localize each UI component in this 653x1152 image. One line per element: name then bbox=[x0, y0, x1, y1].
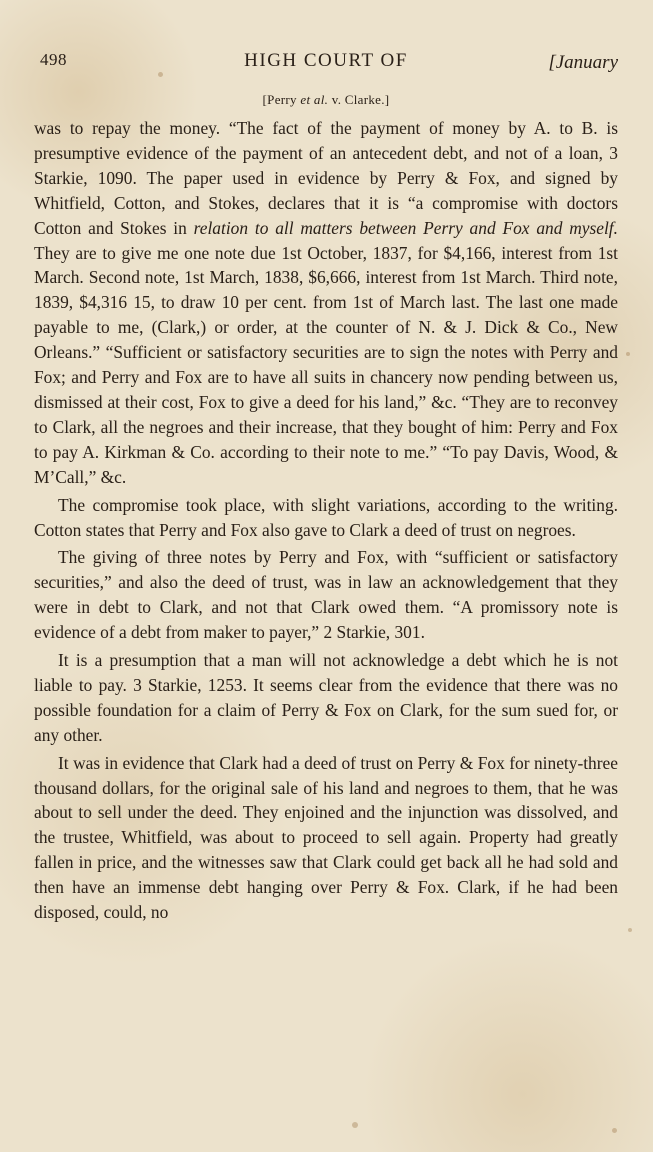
paragraph-1-part-a: was to repay the money. “The fact of the payment of money by A. to B. is presumptive evidence of the payment of an antecedent debt, and not of a loan, 3 Starkie, 1090. The paper used in evidence by Perry & Fox, and signed by Whitfield, Cotton, and Stokes, declares that it is “a compromise with doctors Cotton and Stokes in bbox=[34, 118, 618, 238]
paragraph-4: It is a presumption that a man will not acknowledge a debt which he is not liable to pay. 3 Starkie, 1253. It seems clear from the evidence that there was no possible foundation for a claim of Perry & Fox on Clark, for the sum sued for, or any other. bbox=[34, 650, 618, 745]
paragraph-1 bbox=[34, 116, 618, 490]
foxing-spot bbox=[352, 1122, 358, 1128]
paragraph-1-part-c: They are to give me one note due 1st October, 1837, for $4,166, interest from 1st March. Second note, 1st March, 1838, $6,666, interest from 1st March. Third note, 1839, $4,316 15, to draw 10 per cent. from 1st of March last. The last one made payable to me, (Clark,) or order, at the counter of N. & J. Dick & Co., New Orleans.” “Sufficient or satisfactory securities are to sign the notes with Perry and Fox; and Perry and Fox are to have all suits in chancery now pending between us, dismissed at their cost, Fox to give a deed for his land,” &c. “They are to reconvey to Clark, all the negroes and their increase, that they bought of him: Perry and Fox to pay A. Kirkman & Co. according to their note to me.” “To pay Davis, Wood, & M’Call,” &c. bbox=[34, 242, 618, 487]
foxing-spot bbox=[612, 1128, 617, 1133]
body-text bbox=[34, 116, 618, 925]
paragraph-3: The giving of three notes by Perry and Fox, with “sufficient or satisfactory securities,” and also the deed of trust, was in law an acknowledgement that they were in debt to Clark, and not that Clark owed them. “A promissory note is evidence of a debt from maker to payer,” 2 Starkie, 301. bbox=[34, 547, 618, 643]
month-label: [January bbox=[548, 52, 618, 73]
running-head bbox=[34, 44, 618, 74]
case-caption-open: [Perry bbox=[262, 92, 301, 107]
foxing-spot bbox=[628, 928, 632, 932]
court-title: HIGH COURT OF bbox=[244, 50, 408, 71]
page-number: 498 bbox=[40, 50, 67, 69]
case-caption bbox=[34, 92, 618, 108]
paragraph-1-italic: relation to all matters between Perry and Fox and myself. bbox=[193, 217, 618, 238]
paragraph-2: The compromise took place, with slight variations, according to the writing. Cotton states that Perry and Fox also gave to Clark a deed of trust on negroes. bbox=[34, 494, 618, 540]
book-page bbox=[34, 44, 618, 925]
foxing-spot bbox=[626, 352, 630, 356]
case-caption-rest: v. Clarke.] bbox=[328, 92, 390, 107]
case-caption-etal: et al. bbox=[300, 92, 329, 107]
paragraph-5: It was in evidence that Clark had a deed of trust on Perry & Fox for ninety-three thousand dollars, for the original sale of his land and negroes to them, that he was about to sell under the deed. They enjoined and the injunction was dissolved, and the trustee, Whitfield, was about to proceed to sell again. Property had greatly fallen in price, and the witnesses saw that Clark could get back all he had sold and then have an immense debt hanging over Perry & Fox. Clark, if he had been disposed, could, no bbox=[34, 752, 618, 923]
